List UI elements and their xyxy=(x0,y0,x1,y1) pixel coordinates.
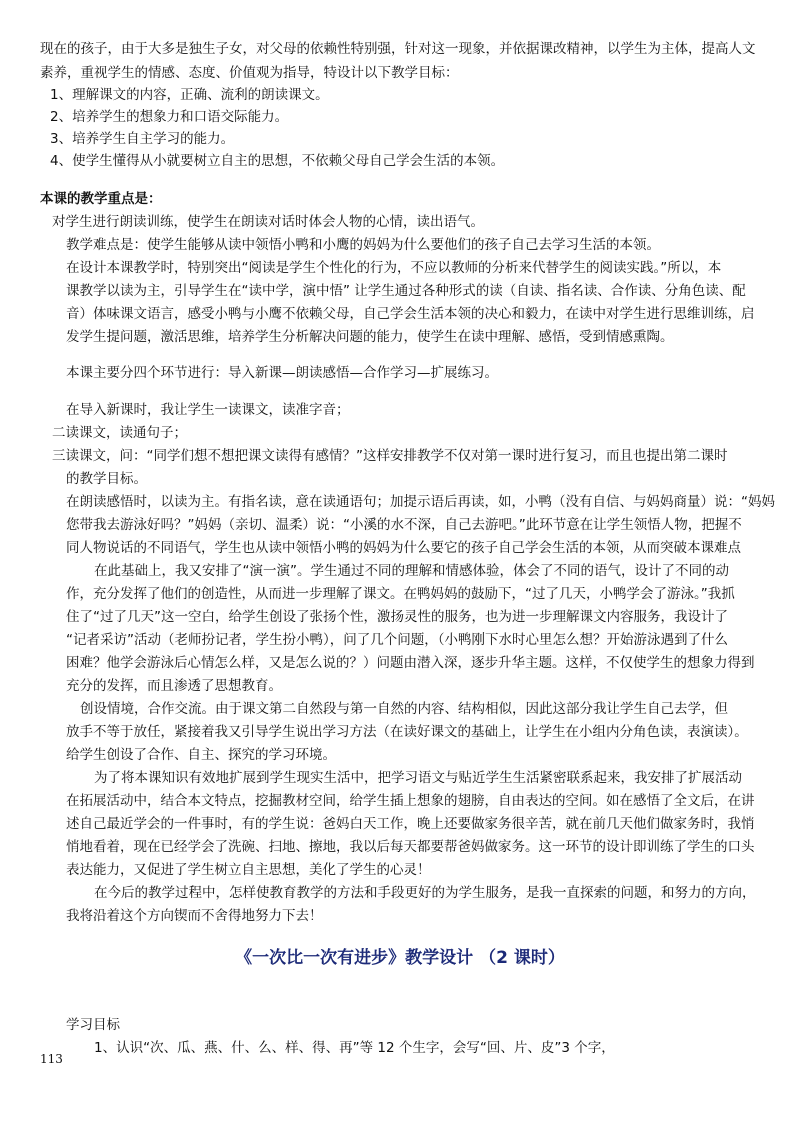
page-number: 113 xyxy=(40,1052,63,1066)
extend-line: 在拓展活动中，结合本文特点，挖掘教材空间，给学生插上想象的翅膀，自由表达的空间。如在感悟了全文后，在讲 xyxy=(66,793,755,809)
goal-item: 2、培养学生的想象力和口语交际能力。 xyxy=(50,109,289,125)
reading-line: 您带我去游泳好吗？”妈妈（亲切、温柔）说：“小溪的水不深，自己去游吧。”此环节意在让学生领悟人物，把握不 xyxy=(66,517,742,533)
section-title: 《一次比一次有进步》教学设计 （2 课时） xyxy=(235,948,565,968)
act-line: 作，充分发挥了他们的创造性，从而进一步理解了课文。在鸭妈妈的鼓励下，“过了几天，小鸭学会了游泳。”我抓 xyxy=(66,586,735,602)
closing-line: 我将沿着这个方向锲而不舍得地努力下去！ xyxy=(66,908,323,924)
act-line: 在此基础上，我又安排了“演一演”。学生通过不同的理解和情感体验，体会了不同的语气，设计了不同的动 xyxy=(94,563,729,579)
intro-lesson-line: 二读课文，读通句子； xyxy=(52,425,187,441)
difficulty-text: 教学难点是：使学生能够从读中领悟小鸭和小鹰的妈妈为什么要他们的孩子自己去学习生活的本领。 xyxy=(66,237,660,253)
reading-line: 在朗读感悟时，以读为主。有指名读，意在读通语句；加提示语后再读，如，小鸭（没有自信、与妈妈商量）说：“妈妈 xyxy=(66,494,775,510)
act-line: 住了“过了几天”这一空白，给学生创设了张扬个性，激扬灵性的服务，也为进一步理解课文内容服务，我设计了 xyxy=(66,609,728,625)
design-line: 音）体味课文语言，感受小鸭与小鹰不依赖父母，自己学会生活本领的决心和毅力，在读中对学生进行思维训练，启 xyxy=(66,306,755,322)
design-line: 发学生提问题，激活思维，培养学生分析解决问题的能力，使学生在读中理解、感悟，受到情感熏陶。 xyxy=(66,329,674,345)
goal-item: 4、使学生懂得从小就要树立自主的思想，不依赖父母自己学会生活的本领。 xyxy=(50,153,505,169)
goal-item: 1、理解课文的内容，正确、流利的朗读课文。 xyxy=(50,87,329,103)
design-line: 课教学以读为主，引导学生在“读中学，演中悟” 让学生通过各种形式的读（自读、指名读、合作读、分角色读、配 xyxy=(66,283,746,299)
goals2-heading: 学习目标 xyxy=(66,1017,120,1033)
design-line: 在设计本课教学时，特别突出“阅读是学生个性化的行为，不应以教师的分析来代替学生的阅读实践。”所以，本 xyxy=(66,260,722,276)
coop-line: 放手不等于放任，紧接着我又引导学生说出学习方法（在读好课文的基础上，让学生在小组内分角色读，表演读）。 xyxy=(66,724,748,740)
key-heading: 本课的教学重点是： xyxy=(40,191,162,207)
extend-line: 为了将本课知识有效地扩展到学生现实生活中，把学习语文与贴近学生生活紧密联系起来，我安排了扩展活动 xyxy=(94,770,742,786)
key-text: 对学生进行朗读训练，使学生在朗读对话时体会人物的心情，读出语气。 xyxy=(52,214,484,230)
act-line: 充分的发挥，而且渗透了思想教育。 xyxy=(66,678,282,694)
extend-line: 述自己最近学会的一件事时，有的学生说：爸妈白天工作，晚上还要做家务很辛苦，就在前几天他们做家务时，我悄 xyxy=(66,816,755,832)
coop-line: 给学生创设了合作、自主、探究的学习环境。 xyxy=(66,747,336,763)
extend-line: 表达能力，又促进了学生树立自主思想，美化了学生的心灵！ xyxy=(66,862,431,878)
act-line: “记者采访”活动（老师扮记者，学生扮小鸭），问了几个问题，（小鸭刚下水时心里怎么想？开始游泳遇到了什么 xyxy=(66,632,728,648)
goal-item: 3、培养学生自主学习的能力。 xyxy=(50,131,235,147)
intro-lesson-line: 在导入新课时，我让学生一读课文，读准字音； xyxy=(66,402,350,418)
reading-line: 同人物说话的不同语气，学生也从读中领悟小鸭的妈妈为什么要它的孩子自己学会生活的本领，从而突破本课难点 xyxy=(66,540,741,556)
act-line: 困难？他学会游泳后心情怎么样，又是怎么说的？）问题由潜入深，逐步升华主题。这样，不仅使学生的想象力得到 xyxy=(66,655,755,671)
intro-lesson-line: 的教学目标。 xyxy=(66,471,147,487)
intro-line: 素养，重视学生的情感、态度、价值观为指导，特设计以下教学目标： xyxy=(40,65,459,81)
steps-line: 本课主要分四个环节进行：导入新课—朗读感悟—合作学习—扩展练习。 xyxy=(66,365,498,381)
intro-lesson-line: 三读课文，问：“同学们想不想把课文读得有感情？”这样安排教学不仅对第一课时进行复习，而且也提出第二课时 xyxy=(52,448,728,464)
extend-line: 悄地看着，现在已经学会了洗碗、扫地、擦地，我以后每天都要帮爸妈做家务。这一环节的设计即训练了学生的口头 xyxy=(66,839,755,855)
coop-line: 创设情境，合作交流。由于课文第二自然段与第一自然的内容、结构相似，因此这部分我让学生自己去学，但 xyxy=(80,701,728,717)
goals2-line: 1、认识“次、瓜、燕、什、么、样、得、再”等 12 个生字，会写“回、片、皮”3 个字， xyxy=(94,1040,615,1056)
intro-line: 现在的孩子，由于大多是独生子女，对父母的依赖性特别强，针对这一现象，并依据课改精神，以学生为主体，提高人文 xyxy=(40,41,756,57)
closing-line: 在今后的教学过程中，怎样使教育教学的方法和手段更好的为学生服务，是我一直探索的问题，和努力的方向， xyxy=(94,885,756,901)
